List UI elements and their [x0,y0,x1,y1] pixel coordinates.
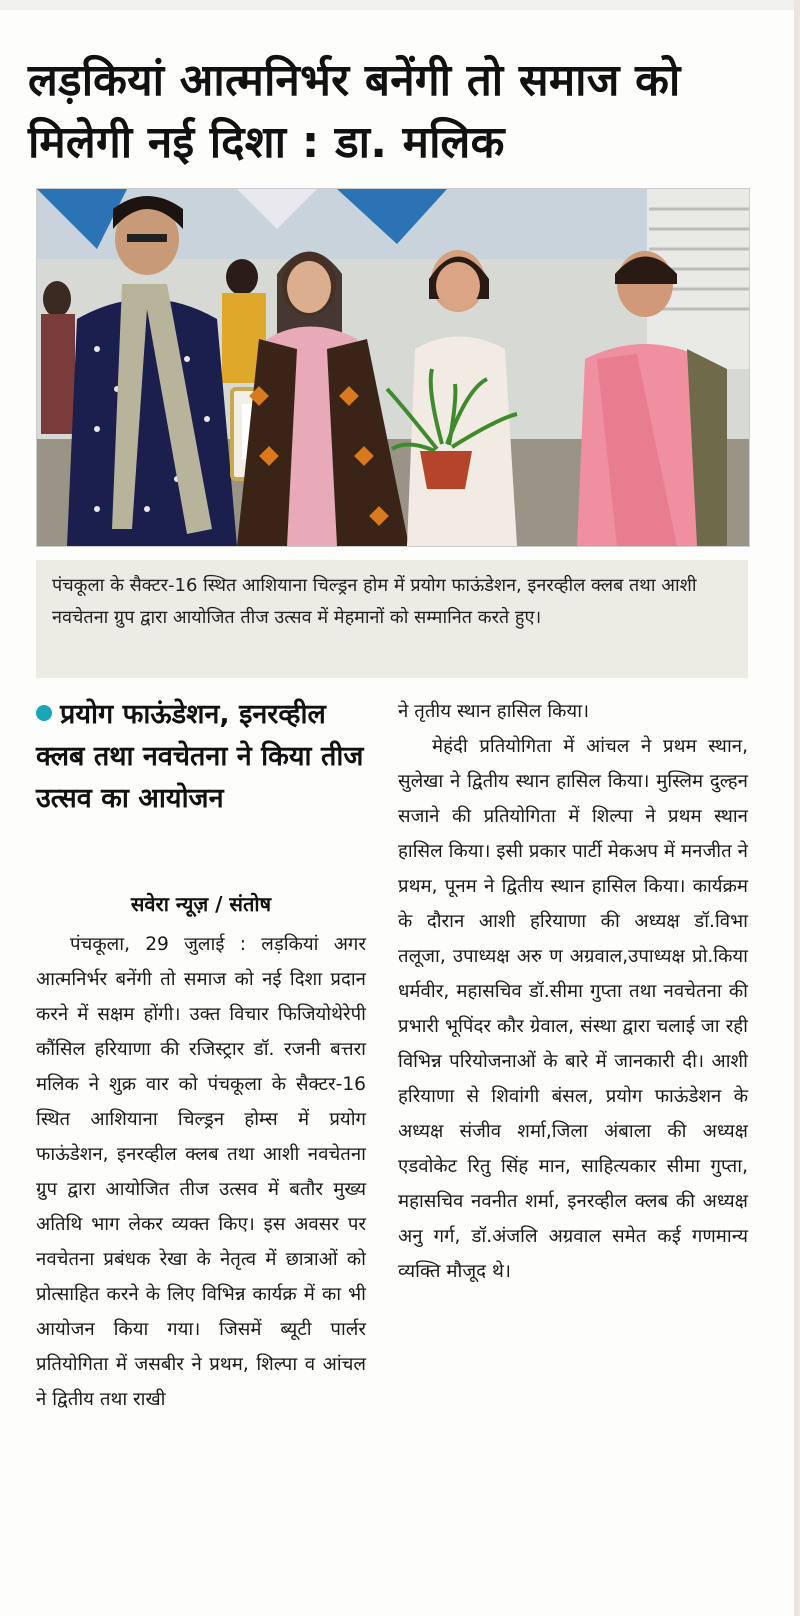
page-right-edge [794,0,800,1616]
body-paragraph: ने तृतीय स्थान हासिल किया। [398,701,590,722]
byline: सवेरा न्यूज़ / संतोष [130,892,272,916]
sub-headline [36,694,366,820]
page-top-strip [0,0,800,10]
bullet-icon [36,705,52,721]
article-body-right-column [398,694,748,1289]
article-headline: लड़कियां आत्मनिर्भर बनेंगी तो समाज को मिलेगी नई दिशा : डा. मलिक [28,55,681,168]
article-body-left-column: पंचकूला, 29 जुलाई : लड़कियां अगर आत्मनिर्भर बनेंगी तो समाज को नई दिशा प्रदान करने में सक्षम होंगी। उक्त विचार फिजियोथेरेपी कौंसिल हरियाणा की रजिस्ट्रार डॉ. रजनी बत्तरा मलिक ने शुक्र वार को पंचकूला के सैक्टर-16 स्थित आशियाना चिल्ड्रन होम्स में प्रयोग फाऊंडेशन, इनरव्हील क्लब तथा आशी नवचेतना ग्रुप द्वारा आयोजित तीज उत्सव में बतौर मुख्य अतिथि भाग लेकर व्यक्त किए। इस अवसर पर नवचेतना प्रबंधक रेखा के नेतृत्व में छात्राओं को प्रोत्साहित करने के लिए विभिन्न कार्यक्र में का भी आयोजन किया गया। जिसमें ब्यूटी पार्लर प्रतियोगिता में जसबीर ने प्रथम, शिल्पा व आंचल ने द्वितीय तथा राखी [36,934,366,1410]
body-paragraph: मेहंदी प्रतियोगिता में आंचल ने प्रथम स्थान, सुलेखा ने द्वितीय स्थान हासिल किया। मुस्लिम दुल्हन सजाने की प्रतियोगिता में शिल्पा ने प्रथम स्थान हासिल किया। इसी प्रकार पार्टी मेकअप में मनजीत ने प्रथम, पूनम ने द्वितीय स्थान हासिल किया। कार्यक्रम के दौरान आशी हरियाणा की अध्यक्ष डॉ.विभा तलूजा, उपाध्यक्ष अरु ण अग्रवाल,उपाध्यक्ष प्रो.किया धर्मवीर, महासचिव डॉ.सीमा गुप्ता तथा नवचेतना की प्रभारी भूपिंदर कौर ग्रेवाल, संस्था द्वारा चलाई जा रही विभिन्न परियोजनाओं के बारे में जानकारी दी। आशी हरियाणा से शिवांगी बंसल, प्रयोग फाऊंडेशन के अध्यक्ष संजीव शर्मा,जिला अंबाला की अध्यक्ष एडवोकेट रितु सिंह मान, साहित्यकार सीमा गुप्ता, महासचिव नवनीत शर्मा, इनरव्हील क्लब की अध्यक्ष अनु गर्ग, डॉ.अंजलि अग्रवाल समेत कई गणमान्य व्यक्ति मौजूद थे। [398,736,748,1282]
news-photo [36,188,750,547]
photo-caption: पंचकूला के सैक्टर-16 स्थित आशियाना चिल्ड्रन होम में प्रयोग फाऊंडेशन, इनरव्हील क्लब तथा आशी नवचेतना ग्रुप द्वारा आयोजित तीज उत्सव में मेहमानों को सम्मानित करते हुए। [36,560,748,678]
sub-headline-text: प्रयोग फाऊंडेशन, इनरव्हील क्लब तथा नवचेतना ने किया तीज उत्सव का आयोजन [36,699,364,814]
